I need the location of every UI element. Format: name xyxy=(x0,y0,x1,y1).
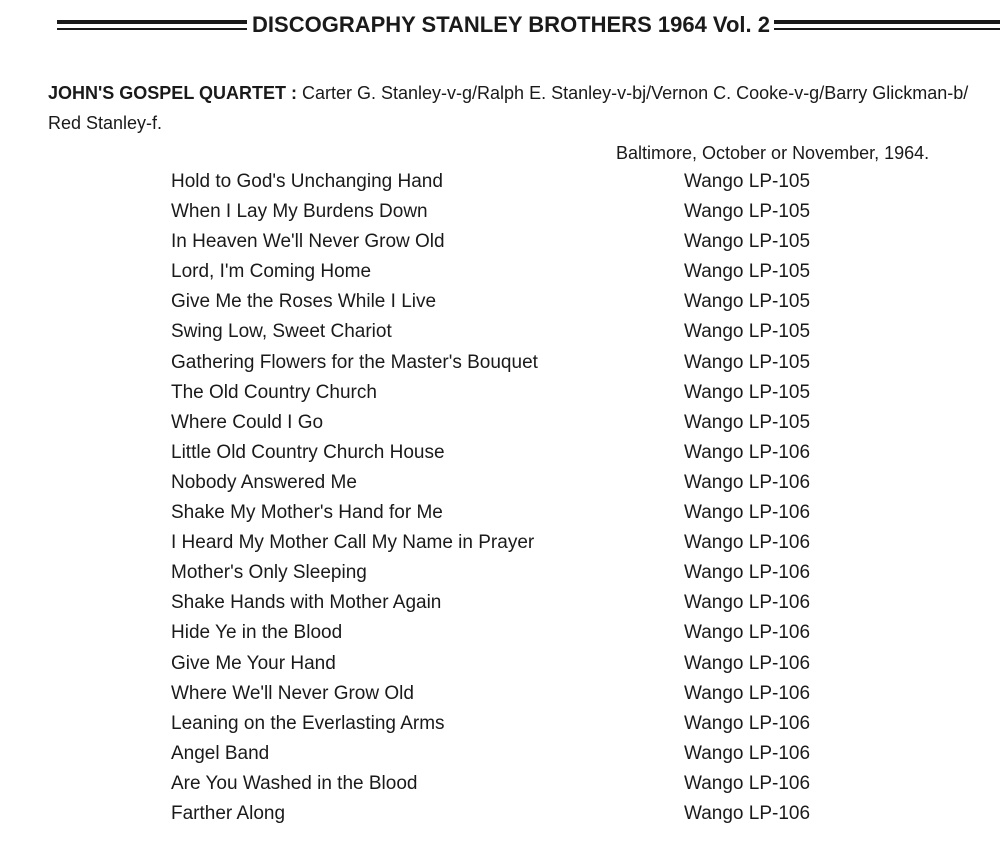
track-issue: Wango LP-105 xyxy=(684,351,811,373)
track-row xyxy=(171,287,871,317)
track-issue: Wango LP-106 xyxy=(684,712,811,734)
track-issue: Wango LP-106 xyxy=(684,682,811,704)
track-row xyxy=(171,438,871,468)
track-issue: Wango LP-106 xyxy=(684,502,811,524)
track-row xyxy=(171,167,871,197)
track-row xyxy=(171,618,871,648)
track-title: Gathering Flowers for the Master's Bouquet xyxy=(171,351,538,373)
track-issue: Wango LP-106 xyxy=(684,532,811,554)
track-row xyxy=(171,498,871,528)
track-issue: Wango LP-106 xyxy=(684,592,811,614)
track-issue: Wango LP-106 xyxy=(684,652,811,674)
track-title: Are You Washed in the Blood xyxy=(171,772,418,794)
track-row xyxy=(171,528,871,558)
track-issue: Wango LP-106 xyxy=(684,562,811,584)
page-title: DISCOGRAPHY STANLEY BROTHERS 1964 Vol. 2 xyxy=(252,12,770,37)
track-issue: Wango LP-106 xyxy=(684,471,811,493)
header-rule-left xyxy=(57,20,247,30)
track-row xyxy=(171,227,871,257)
track-issue: Wango LP-105 xyxy=(684,291,811,313)
track-title: Give Me Your Hand xyxy=(171,652,336,674)
track-issue: Wango LP-106 xyxy=(684,441,811,463)
track-title: The Old Country Church xyxy=(171,381,377,403)
track-issue: Wango LP-105 xyxy=(684,261,811,283)
track-row xyxy=(171,378,871,408)
track-title: Lord, I'm Coming Home xyxy=(171,261,372,283)
page-header xyxy=(0,10,1000,40)
header-rule-right xyxy=(774,20,1000,30)
track-title: Mother's Only Sleeping xyxy=(171,562,367,584)
track-issue: Wango LP-105 xyxy=(684,201,811,223)
track-row xyxy=(171,317,871,347)
track-issue: Wango LP-106 xyxy=(684,742,811,764)
track-title: Little Old Country Church House xyxy=(171,441,445,463)
track-issue: Wango LP-106 xyxy=(684,772,811,794)
track-title: Farther Along xyxy=(171,802,286,824)
track-title: Shake Hands with Mother Again xyxy=(171,592,442,614)
track-title: Nobody Answered Me xyxy=(171,471,357,493)
track-title: I Heard My Mother Call My Name in Prayer xyxy=(171,532,535,554)
track-row xyxy=(171,257,871,287)
track-title: Leaning on the Everlasting Arms xyxy=(171,712,445,734)
track-title: Hold to God's Unchanging Hand xyxy=(171,171,443,192)
track-list xyxy=(171,167,871,829)
track-title: Swing Low, Sweet Chariot xyxy=(171,321,392,343)
track-title: When I Lay My Burdens Down xyxy=(171,201,428,223)
track-title: Give Me the Roses While I Live xyxy=(171,291,437,313)
track-row xyxy=(171,468,871,498)
track-row xyxy=(171,348,871,378)
track-row xyxy=(171,197,871,227)
track-row xyxy=(171,408,871,438)
track-issue: Wango LP-105 xyxy=(684,231,811,253)
track-issue: Wango LP-106 xyxy=(684,802,811,824)
track-row xyxy=(171,679,871,709)
track-title: In Heaven We'll Never Grow Old xyxy=(171,231,445,253)
track-title: Hide Ye in the Blood xyxy=(171,622,343,644)
track-row xyxy=(171,799,871,829)
personnel-line xyxy=(48,78,988,138)
track-issue: Wango LP-106 xyxy=(684,622,811,644)
session-location-date: Baltimore, October or November, 1964. xyxy=(616,143,930,163)
track-row xyxy=(171,558,871,588)
track-issue: Wango LP-105 xyxy=(684,411,811,433)
track-issue: Wango LP-105 xyxy=(684,381,811,403)
track-row xyxy=(171,709,871,739)
track-title: Where We'll Never Grow Old xyxy=(171,682,414,704)
track-row xyxy=(171,588,871,618)
track-issue: Wango LP-105 xyxy=(684,171,811,192)
group-name: JOHN'S GOSPEL QUARTET : xyxy=(48,83,297,103)
track-issue: Wango LP-105 xyxy=(684,321,811,343)
track-title: Angel Band xyxy=(171,742,270,764)
personnel-members: Carter G. Stanley-v-g/Ralph E. Stanley-v-bj/Vernon C. Cooke-v-g/Barry Glickman-b/ Red Stanley-f. xyxy=(48,83,969,133)
track-row xyxy=(171,649,871,679)
track-row xyxy=(171,739,871,769)
track-title: Where Could I Go xyxy=(171,411,324,433)
track-title: Shake My Mother's Hand for Me xyxy=(171,502,443,524)
track-row xyxy=(171,769,871,799)
